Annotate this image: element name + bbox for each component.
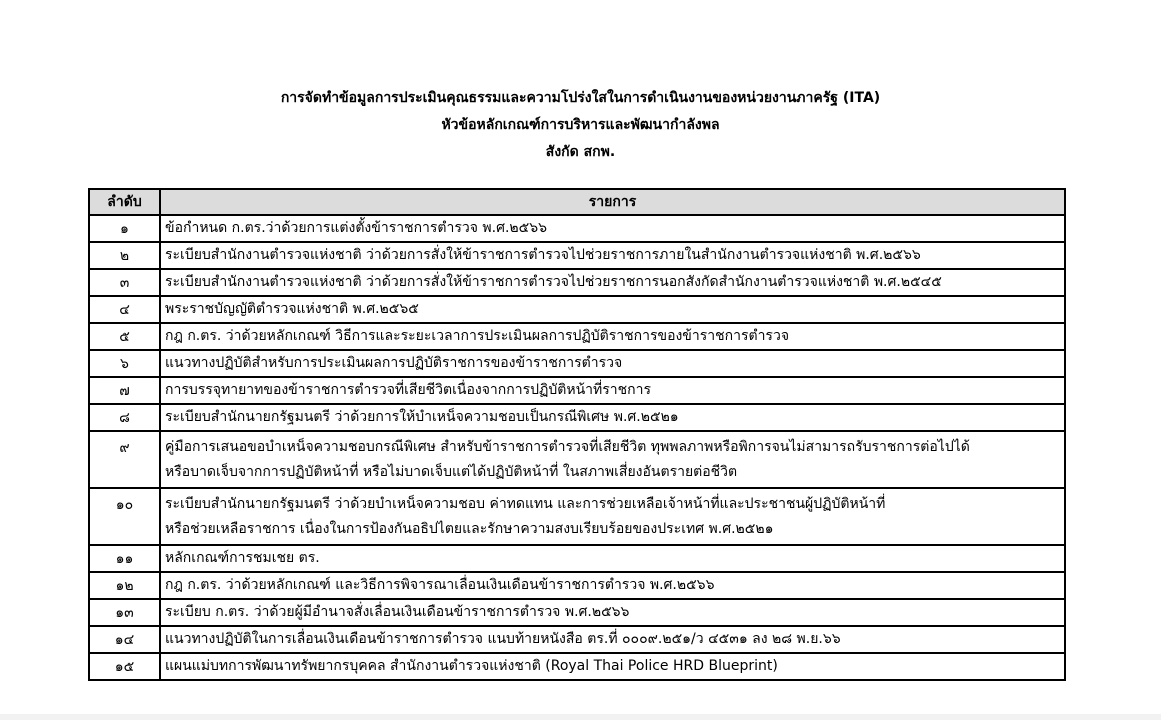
row-item-text: ระเบียบสำนักนายกรัฐมนตรี ว่าด้วยการให้บำเหน็จความชอบเป็นกรณีพิเศษ พ.ศ.๒๕๒๑ <box>165 409 679 425</box>
row-item-cell <box>160 215 1065 242</box>
row-item-cell <box>160 488 1065 545</box>
row-number: ๘ <box>89 404 160 431</box>
header-item: รายการ <box>160 189 1065 215</box>
table-row <box>89 488 1065 545</box>
row-item-text: ข้อกำหนด ก.ตร.ว่าด้วยการแต่งตั้งข้าราชการตำรวจ พ.ศ.๒๕๖๖ <box>165 220 548 236</box>
row-number: ๑๔ <box>89 626 160 653</box>
row-item-text: คู่มือการเสนอขอบำเหน็จความชอบกรณีพิเศษ สำหรับข้าราชการตำรวจที่เสียชีวิต ทุพพลภาพหรือพิการจนไม่สามารถรับราชการต่อไปได้ <box>165 438 970 455</box>
row-item-cell <box>160 404 1065 431</box>
row-item-text: แนวทางปฏิบัติสำหรับการประเมินผลการปฏิบัติราชการของข้าราชการตำรวจ <box>165 355 623 371</box>
row-item-cell <box>160 431 1065 488</box>
table-row <box>89 653 1065 680</box>
row-number: ๖ <box>89 350 160 377</box>
table-row <box>89 626 1065 653</box>
document-title: การจัดทำข้อมูลการประเมินคุณธรรมและความโปร่งใสในการดำเนินงานของหน่วยงานภาครัฐ (ITA) <box>280 90 881 106</box>
row-item-text: หลักเกณฑ์การชมเชย ตร. <box>165 550 320 566</box>
row-number: ๑๒ <box>89 572 160 599</box>
row-item-text: แนวทางปฏิบัติในการเลื่อนเงินเดือนข้าราชการตำรวจ แนบท้ายหนังสือ ตร.ที่ ๐๐๐๙.๒๕๑/ว ๔๕๓๑ ลง ๒๘ พ.ย.๖๖ <box>165 631 841 647</box>
row-item-cell <box>160 377 1065 404</box>
row-number: ๓ <box>89 269 160 296</box>
row-item-text: หรือช่วยเหลือราชการ เนื่องในการป้องกันอธิปไตยและรักษาความสงบเรียบร้อยของประเทศ พ.ศ.๒๕๒๑ <box>165 520 774 537</box>
row-item-cell <box>160 323 1065 350</box>
table-row <box>89 350 1065 377</box>
row-item-cell <box>160 626 1065 653</box>
row-number: ๑๕ <box>89 653 160 680</box>
row-number: ๙ <box>89 431 160 488</box>
row-item-cell <box>160 545 1065 572</box>
row-item-cell <box>160 350 1065 377</box>
page-bottom-edge <box>0 714 1161 720</box>
row-item-text: พระราชบัญญัติตำรวจแห่งชาติ พ.ศ.๒๕๖๕ <box>165 301 419 317</box>
table-row <box>89 377 1065 404</box>
row-number: ๔ <box>89 296 160 323</box>
row-number: ๑๓ <box>89 599 160 626</box>
row-item-cell <box>160 296 1065 323</box>
table-body <box>89 215 1065 680</box>
table-row <box>89 215 1065 242</box>
row-number: ๑๑ <box>89 545 160 572</box>
row-item-text: แผนแม่บทการพัฒนาทรัพยากรบุคคล สำนักงานตำรวจแห่งชาติ (Royal Thai Police HRD Blueprint) <box>165 658 778 674</box>
table-row <box>89 545 1065 572</box>
row-number: ๑ <box>89 215 160 242</box>
table-row <box>89 296 1065 323</box>
row-item-text: ระเบียบสำนักงานตำรวจแห่งชาติ ว่าด้วยการสั่งให้ข้าราชการตำรวจไปช่วยราชการนอกสังกัดสำนักงานตำรวจแห่งชาติ พ.ศ.๒๕๔๕ <box>165 274 942 290</box>
table-row <box>89 431 1065 488</box>
row-item-cell <box>160 599 1065 626</box>
criteria-table <box>88 188 1066 681</box>
table-row <box>89 269 1065 296</box>
table-row <box>89 599 1065 626</box>
document-affiliation: สังกัด สกพ. <box>545 144 616 160</box>
row-item-text: กฎ ก.ตร. ว่าด้วยหลักเกณฑ์ วิธีการและระยะเวลาการประเมินผลการปฏิบัติราชการของข้าราชการตำรวจ <box>165 328 790 344</box>
row-number: ๕ <box>89 323 160 350</box>
row-item-cell <box>160 242 1065 269</box>
row-item-text: ระเบียบ ก.ตร. ว่าด้วยผู้มีอำนาจสั่งเลื่อนเงินเดือนข้าราชการตำรวจ พ.ศ.๒๕๖๖ <box>165 604 630 620</box>
table-row <box>89 242 1065 269</box>
row-number: ๒ <box>89 242 160 269</box>
row-item-cell <box>160 653 1065 680</box>
row-number: ๑๐ <box>89 488 160 545</box>
table-row <box>89 404 1065 431</box>
row-item-cell <box>160 269 1065 296</box>
row-number: ๗ <box>89 377 160 404</box>
table-row <box>89 323 1065 350</box>
header-order: ลำดับ <box>89 189 160 215</box>
document-subtitle: หัวข้อหลักเกณฑ์การบริหารและพัฒนากำลังพล <box>441 117 720 133</box>
row-item-text: ระเบียบสำนักนายกรัฐมนตรี ว่าด้วยบำเหน็จความชอบ ค่าทดแทน และการช่วยเหลือเจ้าหน้าที่และประชาชนผู้ปฏิบัติหน้าที่ <box>165 495 886 512</box>
table-header-row <box>89 189 1065 215</box>
row-item-text: กฎ ก.ตร. ว่าด้วยหลักเกณฑ์ และวิธีการพิจารณาเลื่อนเงินเดือนข้าราชการตำรวจ พ.ศ.๒๕๖๖ <box>165 577 715 593</box>
table-row <box>89 572 1065 599</box>
row-item-text: หรือบาดเจ็บจากการปฏิบัติหน้าที่ หรือไม่บาดเจ็บแต่ได้ปฏิบัติหน้าที่ ในสภาพเสี่ยงอันตรายต่อชีวิต <box>165 463 738 480</box>
row-item-text: ระเบียบสำนักงานตำรวจแห่งชาติ ว่าด้วยการสั่งให้ข้าราชการตำรวจไปช่วยราชการภายในสำนักงานตำรวจแห่งชาติ พ.ศ.๒๕๖๖ <box>165 247 921 263</box>
row-item-text: การบรรจุทายาทของข้าราชการตำรวจที่เสียชีวิตเนื่องจากการปฏิบัติหน้าที่ราชการ <box>165 382 652 398</box>
row-item-cell <box>160 572 1065 599</box>
document-heading <box>0 85 1161 166</box>
